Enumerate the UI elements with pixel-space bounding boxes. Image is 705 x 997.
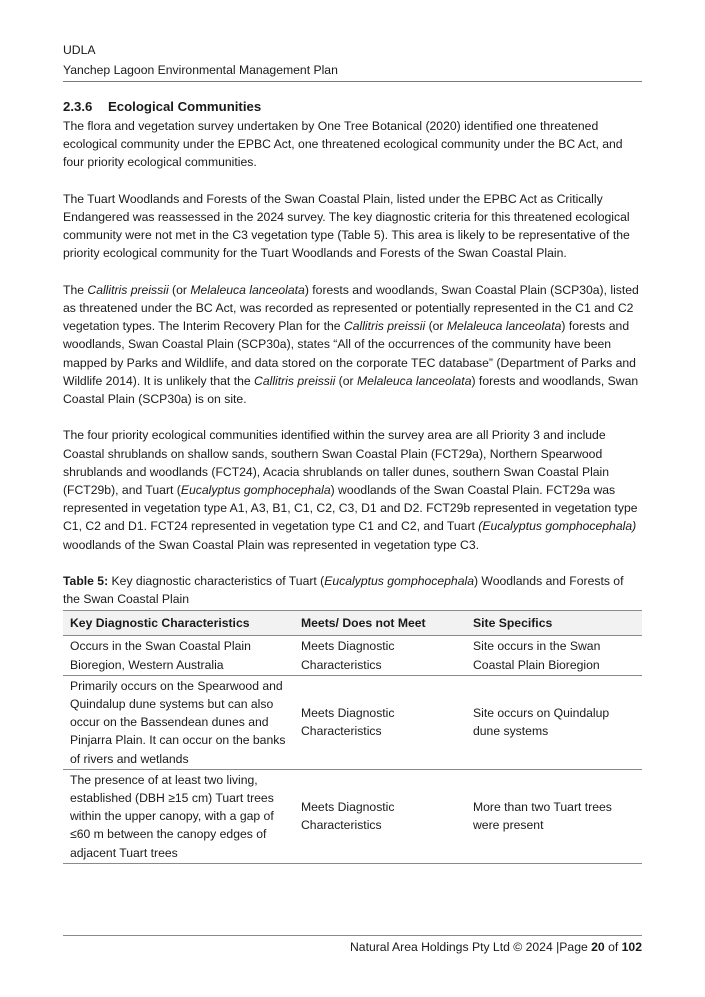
footer-page-number: 20 [591,940,605,954]
footer-of: of [604,940,622,954]
text-run: ) Woodlands and Forests of the Swan Coastal Plain [63,574,624,607]
text-run: The [63,282,88,297]
italic-text-run: Callitris preissii [343,319,426,334]
section-number: 2.3.6 [63,99,93,114]
table-cell: The presence of at least two living, established (DBH ≥15 cm) Tuart trees within the upper canopy, with a gap of ≤60 m between the canopy edges of adjacent Tuart trees [63,769,294,863]
header-document-title: Yanchep Lagoon Environmental Management Plan [63,63,338,77]
page-footer [350,938,642,956]
text-run: (or [335,373,357,388]
page-content [63,97,642,864]
table-cell: Site occurs on Quindalup dune systems [466,675,642,769]
table-cell: Occurs in the Swan Coastal Plain Bioregion, Western Australia [63,636,294,675]
column-header-meets: Meets/ Does not Meet [294,611,466,636]
table-caption [63,572,642,608]
text-run: (or [168,282,191,297]
italic-text-run: Callitris preissii [254,373,336,388]
text-run: Key diagnostic characteristics of Tuart ( [108,574,325,589]
italic-text-run: (Eucalyptus gomphocephala) [478,519,637,534]
header-org: UDLA [63,43,96,57]
diagnostic-characteristics-table [63,610,642,863]
paragraph-priority-communities [63,426,642,553]
table-row [63,675,642,769]
text-run: ) forests and woodlands, Swan Coastal Plain (SCP30a), states “All of the occurrences of the community have been mapped by Parks and Wildlife, and data stored on the corporate TEC database” (Department of Parks and Wildlife 2014). It is unlikely that the [63,319,636,388]
italic-text-run: Melaleuca lanceolata [446,319,562,334]
italic-text-run: Callitris preissii [87,282,169,297]
italic-text-run: Eucalyptus gomphocephala [324,574,474,589]
paragraph-tuart: The Tuart Woodlands and Forests of the Swan Coastal Plain, listed under the EPBC Act as Critically Endangered was reassessed in the 2024 survey. The key diagnostic criteria for this threatened ecological community were not met in the C3 vegetation type (Table 5). This area is likely to be representative of the priority ecological community for the Tuart Woodlands and Forests of the Swan Coastal Plain. [63,191,630,261]
page-header [63,40,642,80]
table-cell: Primarily occurs on the Spearwood and Quindalup dune systems but can also occur on the Bassendean dunes and Pinjarra Plain. It can occur on the banks of rivers and wetlands [63,675,294,769]
footer-divider [63,935,642,936]
table-caption-label: Table 5: [63,574,109,589]
footer-total-pages: 102 [621,940,642,954]
table-cell: Site occurs in the Swan Coastal Plain Bioregion [466,636,642,675]
footer-copyright: Natural Area Holdings Pty Ltd © 2024 |Page [350,940,592,954]
table-cell: Meets Diagnostic Characteristics [294,769,466,863]
text-run: ) woodlands of the Swan Coastal Plain. FCT29a was represented in vegetation type A1, A3, B1, C1, C2, C3, D1 and D2. FCT29b represented in vegetation type C1, C2 and D1. FCT24 represented in vegetation type C1 and C2, and Tuart [63,483,638,534]
table-cell: Meets Diagnostic Characteristics [294,636,466,675]
paragraph-intro: The flora and vegetation survey undertaken by One Tree Botanical (2020) identified one threatened ecological community under the EPBC Act, one threatened ecological community under the BC Act, and four priority ecological communities. [63,119,623,170]
table-header-row [63,611,642,636]
section-heading [63,97,642,117]
paragraph-callitris [63,281,642,408]
table-cell: More than two Tuart trees were present [466,769,642,863]
italic-text-run: Melaleuca lanceolata [190,282,305,297]
column-header-characteristics: Key Diagnostic Characteristics [63,611,294,636]
table-row [63,769,642,863]
table-caption-text [63,574,623,606]
text-run: The four priority ecological communities identified within the survey area are all Priority 3 and include Coastal shrublands on shallow sands, southern Swan Coastal Plain (FCT29a), Northern Spearwood shrublands and woodlands (FCT24), Acacia shrublands on taller dunes, southern Swan Coastal Plain (FCT29b), and Tuart ( [63,428,610,498]
text-run: woodlands of the Swan Coastal Plain was represented in vegetation type C3. [63,537,479,552]
column-header-site-specifics: Site Specifics [466,611,642,636]
text-run: ) forests and woodlands, Swan Coastal Plain (SCP30a), listed as threatened under the BC Act, was recorded as represented or potentially represented in the C1 and C2 vegetation types. The Interim Recovery Plan for the [63,282,639,334]
text-run: ) forests and woodlands, Swan Coastal Plain (SCP30a) is on site. [63,373,639,407]
text-run: (or [425,319,447,334]
italic-text-run: Melaleuca lanceolata [356,373,472,388]
header-divider [63,81,642,82]
table-row [63,636,642,675]
section-title: Ecological Communities [108,99,262,114]
italic-text-run: Eucalyptus gomphocephala [180,483,331,498]
table-cell: Meets Diagnostic Characteristics [294,675,466,769]
